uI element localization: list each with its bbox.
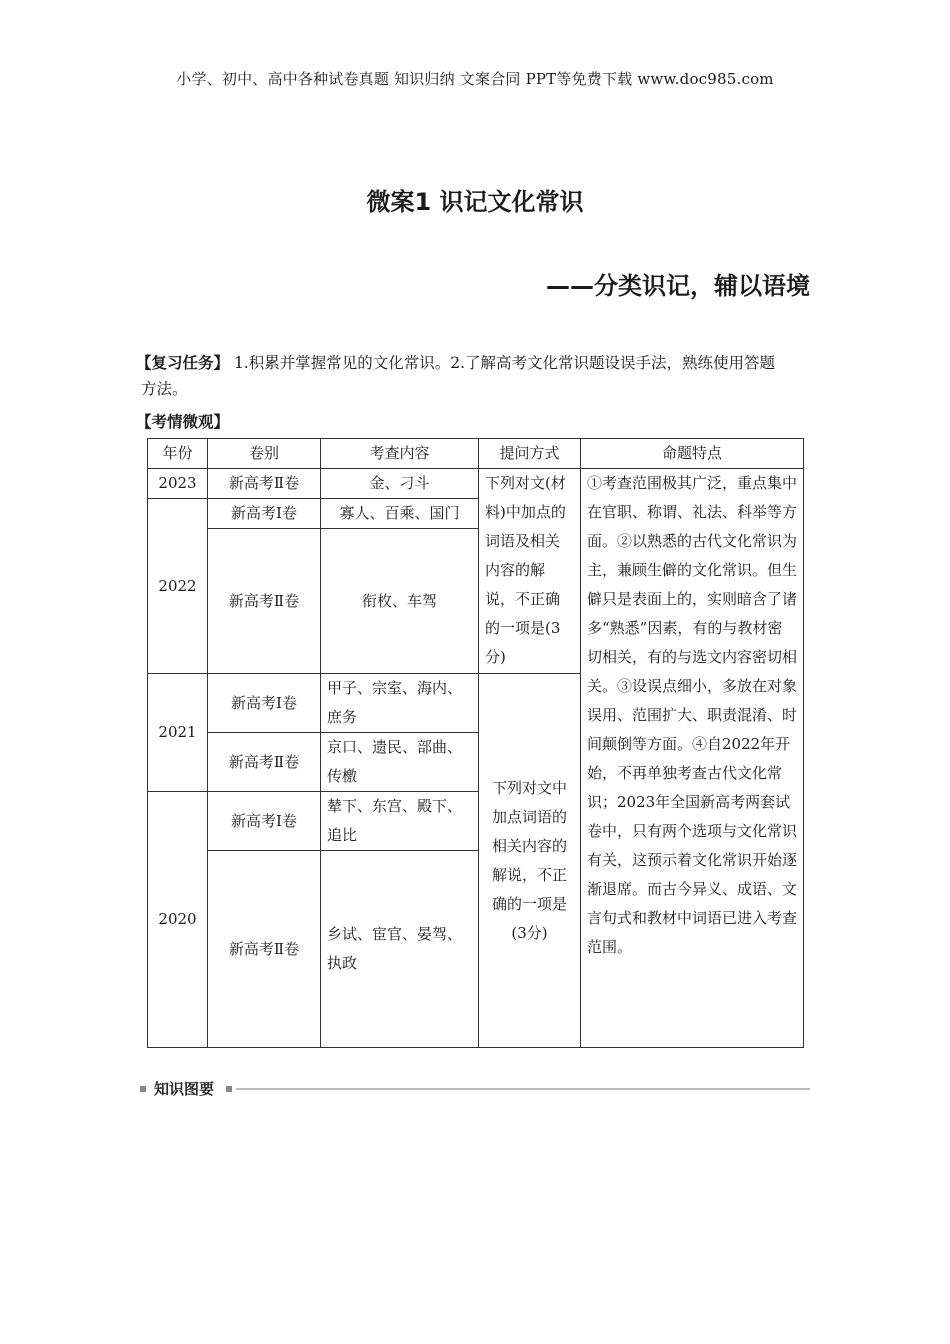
content-cell: 甲子、宗室、海内、庶务 — [321, 674, 479, 733]
header-paper: 卷别 — [208, 439, 321, 469]
section-divider — [236, 1088, 810, 1090]
paper-cell: 新高考Ⅱ卷 — [208, 851, 321, 1048]
section-title: 知识图要 — [154, 1080, 215, 1098]
section-knowledge-map — [140, 1078, 810, 1100]
paper-cell: 新高考Ⅰ卷 — [208, 792, 321, 851]
table-row — [148, 469, 804, 499]
year-cell: 2021 — [148, 674, 208, 792]
content-cell: 乡试、宦官、晏驾、执政 — [321, 851, 479, 1048]
review-task — [136, 350, 816, 402]
year-cell: 2022 — [148, 499, 208, 674]
paper-cell: 新高考Ⅱ卷 — [208, 529, 321, 674]
review-task-label: 【复习任务】 — [136, 354, 230, 372]
year-cell: 2023 — [148, 469, 208, 499]
paper-cell: 新高考Ⅰ卷 — [208, 674, 321, 733]
header-question-method: 提问方式 — [479, 439, 581, 469]
header-features: 命题特点 — [581, 439, 804, 469]
question-method-cell: 下列对文中加点词语的相关内容的解说，不正确的一项是(3分) — [479, 674, 581, 1048]
question-method-cell: 下列对文(材料)中加点的词语及相关内容的解说，不正确的一项是(3分) — [479, 469, 581, 674]
features-cell: ①考查范围极其广泛，重点集中在官职、称谓、礼法、科举等方面。②以熟悉的古代文化常识为主，兼顾生僻的文化常识。但生僻只是表面上的，实则暗含了诸多“熟悉”因素，有的与教材密切相关，有的与选文内容密切相关。③设误点细小，多放在对象误用、范围扩大、职责混淆、时间颠倒等方面。④自2022年开始，不再单独考查古代文化常识；2023年全国新高考两套试卷中，只有两个选项与文化常识有关，这预示着文化常识开始逐渐退席。而古今异义、成语、文言句式和教材中词语已进入考查范围。 — [581, 469, 804, 1048]
review-task-line2: 方法。 — [141, 380, 188, 398]
exam-overview-label-text: 【考情微观】 — [136, 413, 230, 431]
page-subtitle: ——分类识记，辅以语境 — [546, 272, 810, 300]
content-cell: 寡人、百乘、国门 — [321, 499, 479, 529]
exam-overview-label — [136, 410, 229, 432]
table-header-row — [148, 439, 804, 469]
exam-overview-table — [147, 438, 804, 1048]
paper-cell: 新高考Ⅱ卷 — [208, 733, 321, 792]
square-marker-icon — [140, 1086, 146, 1092]
paper-cell: 新高考Ⅰ卷 — [208, 499, 321, 529]
header-year: 年份 — [148, 439, 208, 469]
paper-cell: 新高考Ⅱ卷 — [208, 469, 321, 499]
content-cell: 京口、遗民、部曲、传檄 — [321, 733, 479, 792]
review-task-line1: 1.积累并掌握常见的文化常识。2.了解高考文化常识题设误手法，熟练使用答题 — [229, 354, 776, 372]
content-cell: 金、刁斗 — [321, 469, 479, 499]
content-cell: 辇下、东宫、殿下、追比 — [321, 792, 479, 851]
square-marker-icon — [226, 1086, 232, 1092]
content-cell: 衔枚、车驾 — [321, 529, 479, 674]
header-content: 考查内容 — [321, 439, 479, 469]
page-title: 微案1 识记文化常识 — [366, 188, 584, 216]
page-header: 小学、初中、高中各种试卷真题 知识归纳 文案合同 PPT等免费下载 www.doc985.com — [176, 70, 774, 88]
year-cell: 2020 — [148, 792, 208, 1048]
